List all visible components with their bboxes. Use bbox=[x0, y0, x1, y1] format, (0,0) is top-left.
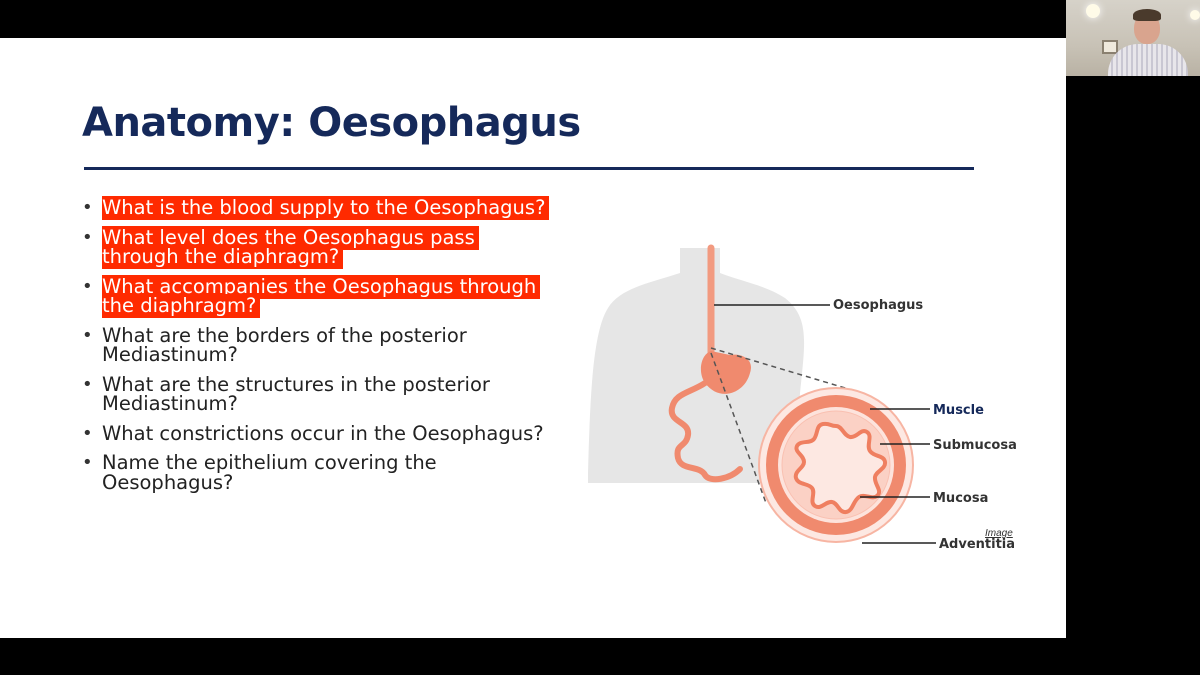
list-item bbox=[82, 225, 552, 268]
label-mucosa: Mucosa bbox=[933, 491, 989, 506]
presenter-video-icon bbox=[1066, 0, 1200, 76]
label-adventitia: Adventitia bbox=[939, 537, 1016, 552]
list-item bbox=[82, 198, 552, 218]
list-item bbox=[82, 453, 552, 492]
question-list bbox=[82, 198, 552, 502]
question-text: What are the borders of the posterior Mediastinum? bbox=[102, 323, 467, 366]
image-credit-link[interactable]: Image bbox=[985, 528, 1013, 539]
presenter-body bbox=[1108, 44, 1188, 76]
list-item bbox=[82, 421, 552, 445]
wall-frame-icon bbox=[1102, 40, 1118, 54]
list-item bbox=[82, 323, 552, 366]
lamp-icon bbox=[1086, 4, 1100, 18]
question-text: What constrictions occur in the Oesophagus? bbox=[102, 421, 544, 445]
question-text: Name the epithelium covering the Oesophagus? bbox=[102, 451, 437, 494]
slide-title: Anatomy: Oesophagus bbox=[82, 100, 581, 146]
bullet-icon: • bbox=[82, 452, 93, 473]
question-text: What accompanies the Oesophagus through the diaphragm? bbox=[102, 275, 540, 319]
bullet-icon: • bbox=[82, 226, 93, 248]
oesophagus-diagram bbox=[580, 243, 1040, 563]
bullet-icon: • bbox=[82, 197, 93, 218]
question-text: What are the structures in the posterior Mediastinum? bbox=[102, 372, 490, 415]
label-submucosa: Submucosa bbox=[933, 438, 1017, 453]
question-text: What level does the Oesophagus pass through the diaphragm? bbox=[102, 226, 479, 270]
question-text: What is the blood supply to the Oesophagus? bbox=[102, 196, 549, 220]
bullet-icon: • bbox=[82, 422, 93, 444]
bullet-icon: • bbox=[82, 275, 93, 297]
bullet-icon: • bbox=[82, 373, 93, 395]
lamp-icon bbox=[1190, 10, 1200, 20]
bullet-icon: • bbox=[82, 324, 93, 346]
label-muscle: Muscle bbox=[933, 403, 984, 418]
presenter-hair bbox=[1133, 9, 1161, 21]
title-divider bbox=[84, 167, 974, 170]
slide bbox=[0, 38, 1066, 638]
label-oesophagus: Oesophagus bbox=[833, 298, 924, 313]
list-item bbox=[82, 372, 552, 415]
list-item bbox=[82, 274, 552, 317]
